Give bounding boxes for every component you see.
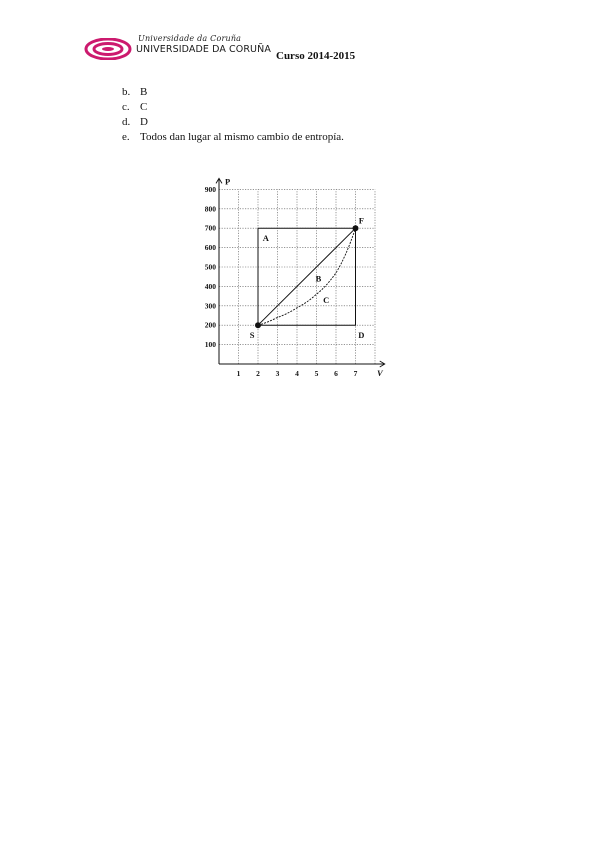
logo-title: UNIVERSIDADE DA CORUÑA xyxy=(136,44,271,55)
y-tick-label: 300 xyxy=(204,301,216,311)
x-tick-label: 4 xyxy=(295,369,299,378)
university-logo-icon xyxy=(84,38,132,60)
label-d: D xyxy=(358,329,365,340)
y-tick-label: 700 xyxy=(204,223,216,233)
option-letter: d. xyxy=(122,116,131,128)
option-text: Todos dan lugar al mismo cambio de entropía. xyxy=(140,131,344,143)
label-f: F xyxy=(358,215,364,226)
y-tick-label: 500 xyxy=(204,262,216,272)
x-tick-label: 1 xyxy=(236,369,241,378)
option-e xyxy=(122,130,442,145)
label-b: B xyxy=(315,273,322,284)
x-tick-label: 5 xyxy=(314,369,319,378)
logo-subtitle: Universidade da Coruña xyxy=(138,34,242,43)
option-text: B xyxy=(140,86,148,98)
y-tick-label: 900 xyxy=(204,184,216,194)
y-axis-label: P xyxy=(225,176,231,187)
y-tick-label: 400 xyxy=(204,281,216,291)
point-s-marker xyxy=(255,322,261,328)
option-d xyxy=(122,115,442,130)
pv-diagram xyxy=(190,168,410,388)
option-letter: e. xyxy=(122,131,130,143)
x-tick-label: 3 xyxy=(275,369,280,378)
pv-chart xyxy=(190,168,410,388)
option-letter: b. xyxy=(122,86,131,98)
point-f-marker xyxy=(353,225,359,231)
option-c xyxy=(122,100,442,115)
option-letter: c. xyxy=(122,101,130,113)
option-text: C xyxy=(140,101,148,113)
label-c: C xyxy=(323,294,330,305)
y-tick-label: 100 xyxy=(204,340,216,350)
label-a: A xyxy=(262,232,269,243)
course-label: Curso 2014-2015 xyxy=(276,50,356,62)
x-tick-label: 7 xyxy=(353,369,358,378)
x-axis-label: V xyxy=(376,368,383,378)
y-tick-label: 800 xyxy=(204,204,216,214)
y-tick-label: 600 xyxy=(204,243,216,253)
x-tick-label: 6 xyxy=(334,369,338,378)
y-tick-label: 200 xyxy=(204,320,216,330)
x-tick-label: 2 xyxy=(256,369,260,378)
answer-options xyxy=(122,85,442,145)
label-s: S xyxy=(249,329,255,340)
option-text: D xyxy=(140,116,148,128)
option-b xyxy=(122,85,442,100)
path-b-line xyxy=(258,228,356,325)
